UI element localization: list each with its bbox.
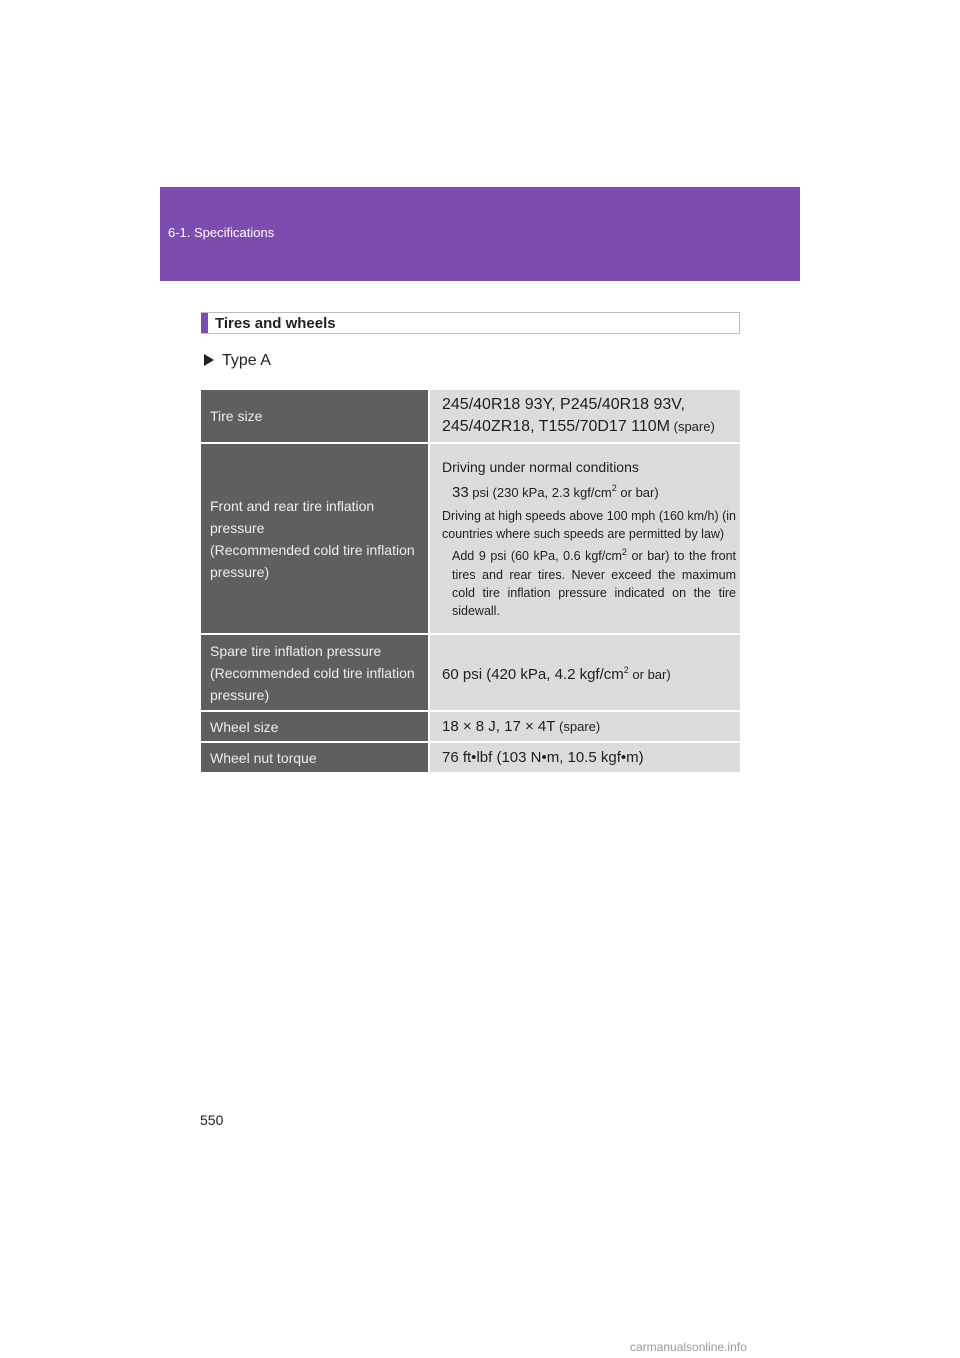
table-row	[201, 711, 740, 742]
table-row	[201, 742, 740, 773]
normal-conditions-value: 33 psi (230 kPa, 2.3 kgf/$cm^2$ or bar)	[452, 483, 659, 502]
tires-wheels-spec-table	[201, 390, 740, 774]
high-speed-heading: Driving at high speeds above 100 mph (160 km/h) (in countries where such speeds are permitted by law)	[442, 509, 736, 542]
tire-size-line-2: 245/40ZR18, T155/70D17 110M (spare)	[442, 418, 715, 435]
spare-pressure-label: Spare tire inflation pressure (Recommended cold tire inflation pressure)	[201, 634, 429, 711]
tire-size-line-1: 245/40R18 93Y, P245/40R18 93V,	[442, 396, 685, 413]
normal-conditions-heading: Driving under normal conditions	[442, 459, 639, 476]
subhead-text: Type A	[222, 352, 271, 369]
inflation-pressure-value	[429, 443, 740, 634]
header-section-label: 6-1. Specifications	[168, 225, 275, 240]
spare-pressure-value: 60 psi (420 kPa, 4.2 kgf/$cm^2$ or bar)	[429, 634, 740, 711]
table-row	[201, 390, 740, 443]
section-accent-bar	[201, 313, 208, 333]
watermark: carmanualsonline.info	[630, 1340, 747, 1354]
table-row	[201, 443, 740, 634]
type-subheading	[204, 352, 271, 370]
wheel-size-label: Wheel size	[201, 711, 429, 742]
table-row	[201, 634, 740, 711]
wheel-nut-torque-label: Wheel nut torque	[201, 742, 429, 773]
inflation-pressure-label: Front and rear tire inflation pressure (Recommended cold tire inflation pressure)	[201, 443, 429, 634]
wheel-size-value: 18 × 8 J, 17 × 4T (spare)	[429, 711, 740, 742]
section-title: Tires and wheels	[215, 315, 336, 332]
triangle-bullet-icon	[204, 354, 214, 366]
page-header	[160, 187, 800, 281]
section-heading	[201, 312, 740, 334]
page-number: 550	[200, 1112, 224, 1128]
tire-size-label: Tire size	[201, 390, 429, 443]
tire-size-value	[429, 390, 740, 443]
wheel-nut-torque-value: 76 ft•lbf (103 N•m, 10.5 kgf•m)	[429, 742, 740, 773]
high-speed-value: Add 9 psi (60 kPa, 0.6 kgf/$cm^2$ or bar) to the front tires and rear tires. Never exceed the maximum cold tire inflation pressure indicated on the tire sidewall.	[452, 547, 736, 618]
